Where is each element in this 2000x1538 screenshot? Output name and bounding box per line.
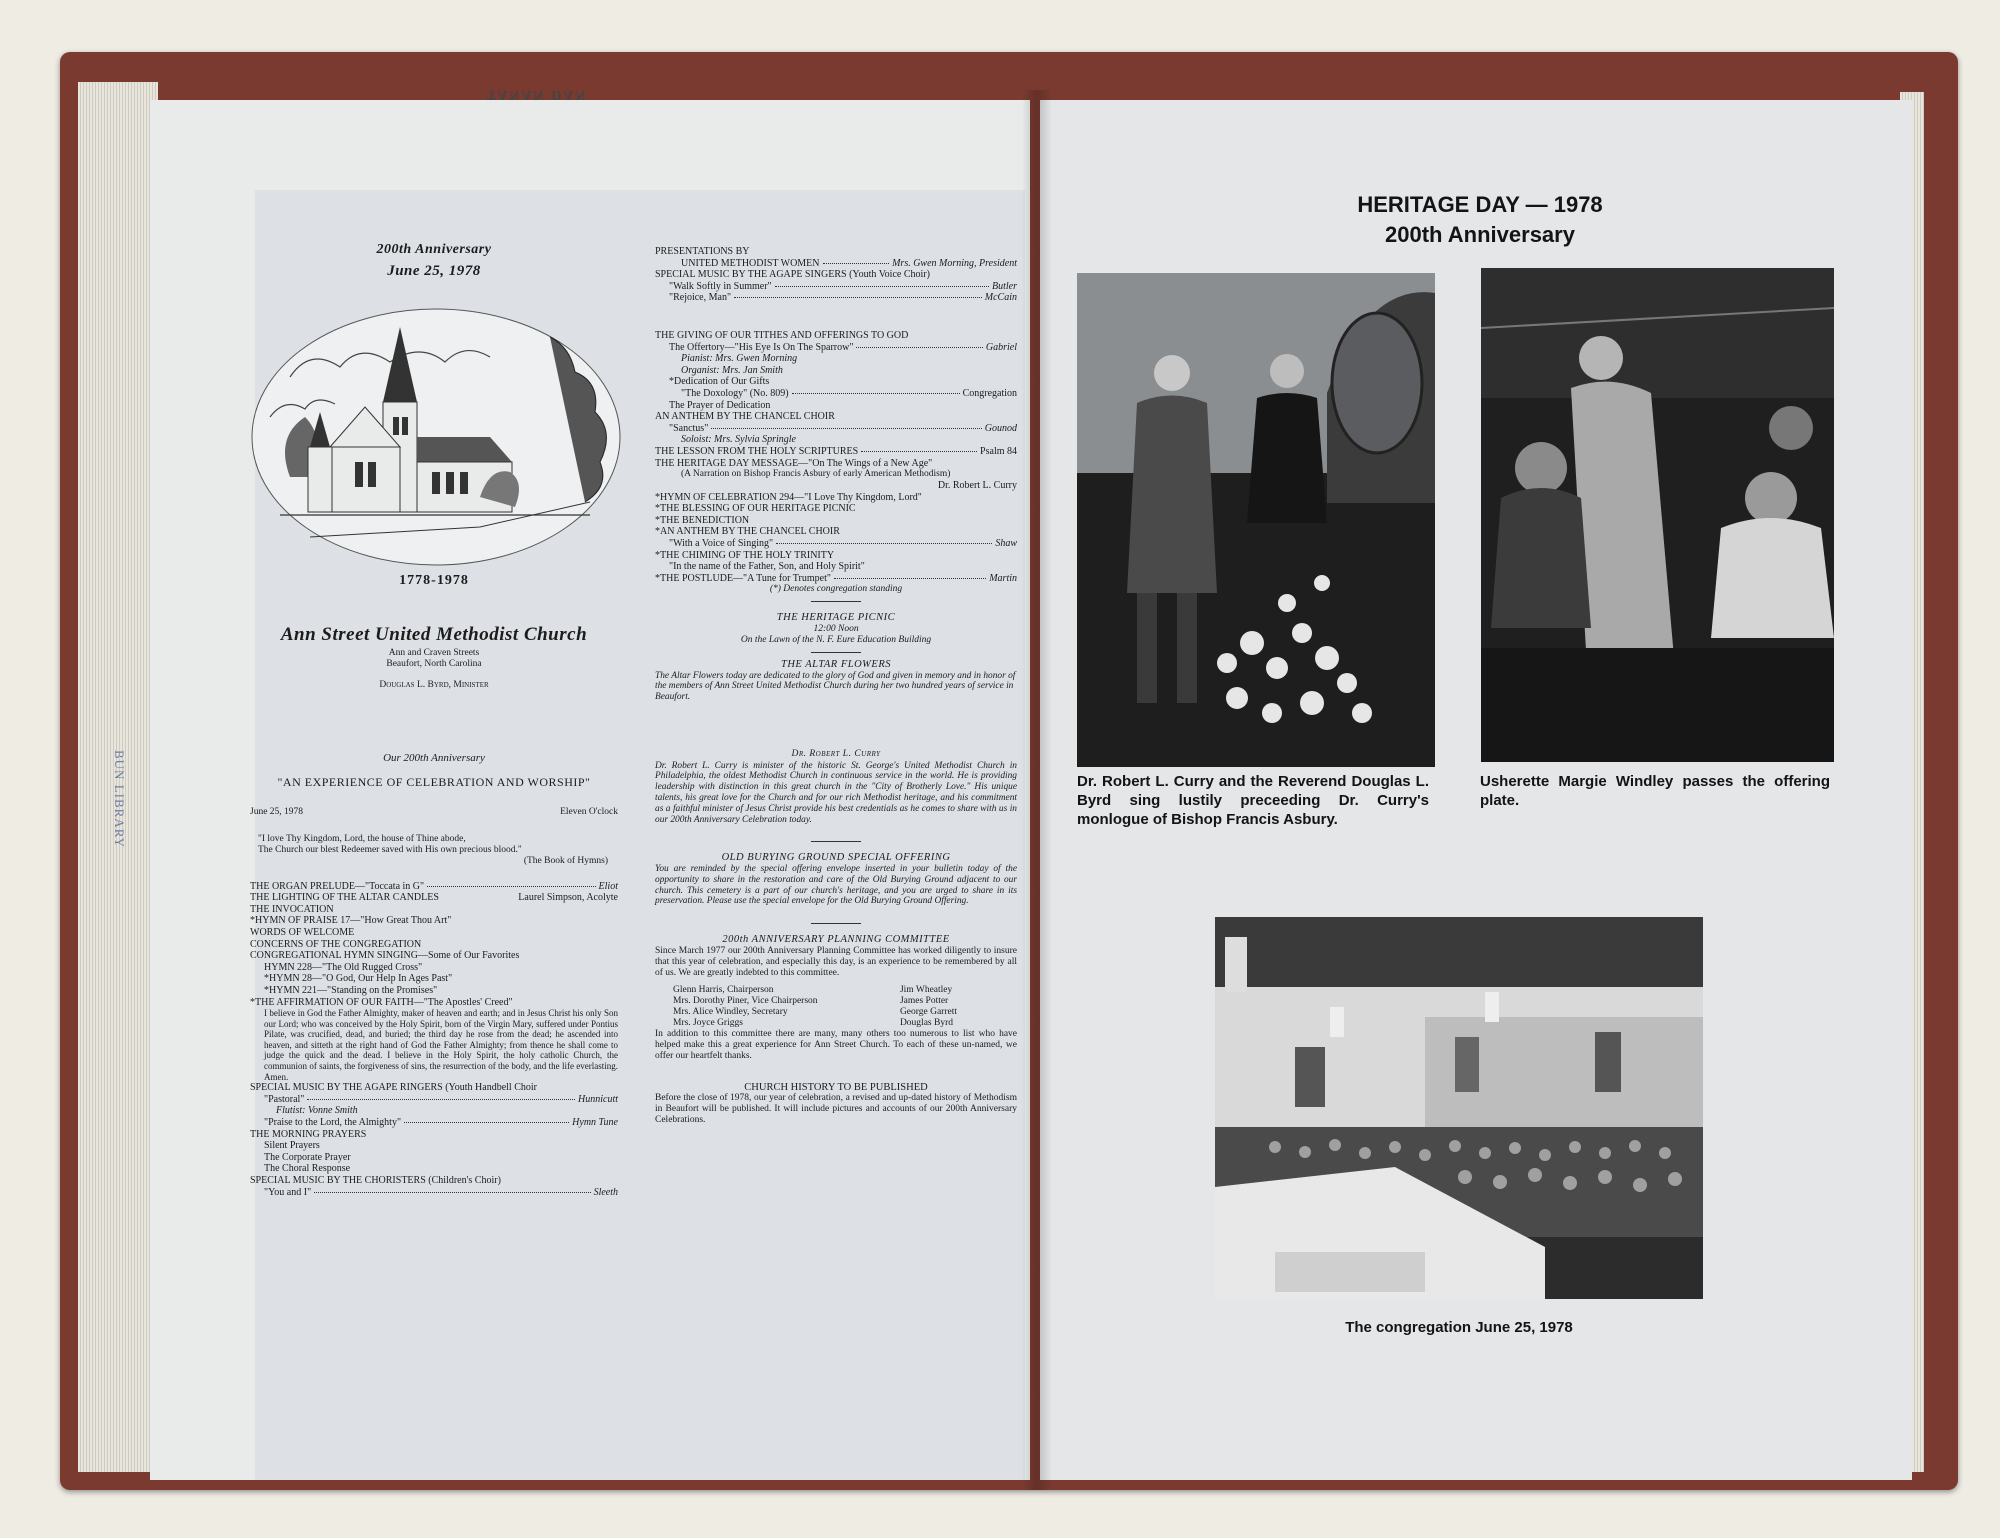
- organist: Organist: Mrs. Jan Smith: [681, 364, 783, 376]
- divider: [811, 923, 861, 924]
- member-name: Jim Wheatley: [899, 984, 953, 995]
- committee-thanks: In addition to this committee there are many, many others too numerous to list who have helped make this a great experience for Ann Street Church. To each of these un-named, we offer our heartfelt thanks.: [655, 1028, 1017, 1061]
- hymn-221: *HYMN 221—"Standing on the Promises": [264, 984, 438, 996]
- benediction: *THE BENEDICTION: [655, 514, 750, 526]
- apostles-creed: I believe in God the Father Almighty, maker of heaven and earth; and in Jesus Christ his only Son our Lord; who was conceived by the Holy Spirit, born of the Virgin Mary, suffered under Pontius Pilate, was crucified, dead, and buried; the third day he rose from the dead; he ascended into heaven, and sitteth at the right hand of God the Father Almighty; from thence he shall come to judge the quick and the dead. I believe in the Holy Spirit, the holy catholic Church, the communion of saints, the forgiveness of sins, the resurrection of the body, and the life everlasting. Amen.: [264, 1008, 618, 1082]
- hymn-294: *HYMN OF CELEBRATION 294—"I Love Thy Kingdom, Lord": [655, 491, 922, 503]
- sanctus: "Sanctus" Gounod: [669, 422, 1017, 434]
- rejoice-man: "Rejoice, Man" McCain: [669, 292, 1017, 304]
- altar-flowers-text: The Altar Flowers today are dedicated to the glory of God and given in memory and in honor of the members of Ann Street United Methodist Church during her two hundred years of service in Beaufort.: [655, 670, 1016, 703]
- invocation: THE INVOCATION: [250, 903, 334, 915]
- divider: [811, 652, 861, 653]
- photo-curry-byrd-image: [1077, 273, 1435, 767]
- heritage-day-title: [1200, 190, 1760, 250]
- praise-to-the-lord: "Praise to the Lord, the Almighty" Hymn Tune: [264, 1117, 618, 1129]
- committee-text: Since March 1977 our 200th Anniversary Planning Committee has worked diligently to insure that this year of celebration, and especially this day, is an experience to be remembered by all of us. We are greatly indebted to this committee.: [655, 945, 1017, 978]
- photo-congregation-image: [1215, 917, 1703, 1299]
- member-name: Mrs. Dorothy Piner, Vice Chairperson: [673, 995, 818, 1006]
- prayer-of-dedication: The Prayer of Dedication: [669, 399, 771, 411]
- member-name: George Garrett: [899, 1006, 957, 1017]
- anniversary-heading: 200th Anniversary: [376, 242, 492, 257]
- lighting-candles: THE LIGHTING OF THE ALTAR CANDLES Laurel Simpson, Acolyte: [250, 892, 618, 904]
- spine-label: TANAN DAN: [487, 87, 588, 102]
- in-the-name: "In the name of the Father, Son, and Holy Spirit": [669, 561, 865, 573]
- blessing-picnic: *THE BLESSING OF OUR HERITAGE PICNIC: [655, 503, 856, 515]
- members-right-list: [900, 985, 957, 1029]
- bulletin-column-1: [250, 240, 618, 1198]
- pastoral: "Pastoral" Hunnicutt: [264, 1093, 618, 1105]
- committee-heading: 200th ANNIVERSARY PLANNING COMMITTEE: [722, 934, 950, 946]
- members-left-list: [673, 985, 818, 1029]
- concerns: CONCERNS OF THE CONGREGATION: [250, 938, 422, 950]
- offertory: The Offertory—"His Eye Is On The Sparrow" Gabriel: [669, 341, 1017, 353]
- member-name: Glenn Harris, Chairperson: [673, 984, 774, 995]
- caption-curry-byrd: Dr. Robert L. Curry and the Reverend Douglas L. Byrd sing lustily preceeding Dr. Curry's monlogue of Bishop Francis Asbury.: [1077, 773, 1429, 828]
- postlude: *THE POSTLUDE—"A Tune for Trumpet" Martin: [655, 572, 1017, 584]
- quote-source: (The Book of Hymns): [523, 855, 608, 866]
- photo-congregation: [1215, 917, 1703, 1299]
- member-name: James Potter: [899, 995, 949, 1006]
- history-text: Before the close of 1978, our year of celebration, a revised and up-dated history of Methodism in Beaufort will be published. It will include pictures and accounts of our 200th Anniversary Celebrations.: [655, 1093, 1017, 1126]
- corporate-prayer: The Corporate Prayer: [264, 1151, 351, 1163]
- our-anniversary-heading: Our 200th Anniversary: [383, 752, 485, 765]
- anthem-chancel-choir-2: *AN ANTHEM BY THE CHANCEL CHOIR: [655, 526, 840, 538]
- years-range: 1778-1978: [399, 573, 469, 589]
- hymn-28: *HYMN 28—"O God, Our Help In Ages Past": [264, 973, 453, 985]
- title-line-1: HERITAGE DAY — 1978: [1357, 192, 1603, 217]
- altar-flowers-heading: THE ALTAR FLOWERS: [781, 659, 891, 671]
- silent-prayers: Silent Prayers: [264, 1140, 320, 1152]
- anniversary-date: June 25, 1978: [387, 262, 481, 279]
- giving: THE GIVING OF OUR TITHES AND OFFERINGS TO GOD: [655, 329, 909, 341]
- words-of-welcome: WORDS OF WELCOME: [250, 926, 355, 938]
- congregational-singing: CONGREGATIONAL HYMN SINGING—Some of Our Favorites: [250, 950, 520, 962]
- church-name: Ann Street United Methodist Church: [280, 623, 588, 645]
- service-date: June 25, 1978: [250, 806, 304, 817]
- minister-line: Douglas L. Byrd, Minister: [379, 680, 489, 691]
- church-illustration: [250, 297, 622, 567]
- address-line-1: Ann and Craven Streets: [388, 648, 480, 659]
- library-stamp: BUN LIBRARY: [112, 750, 127, 849]
- burying-ground-heading: OLD BURYING GROUND SPECIAL OFFERING: [721, 852, 951, 864]
- heritage-message: THE HERITAGE DAY MESSAGE—"On The Wings of a New Age": [655, 457, 933, 469]
- you-and-i: "You and I" Sleeth: [264, 1186, 618, 1198]
- dedication-of-gifts: *Dedication of Our Gifts: [669, 376, 770, 388]
- choral-response: The Choral Response: [264, 1163, 351, 1175]
- photo-usherette-image: [1481, 268, 1834, 762]
- pianist: Pianist: Mrs. Gwen Morning: [681, 353, 798, 365]
- address-line-2: Beaufort, North Carolina: [386, 659, 482, 670]
- hymn-of-praise: *HYMN OF PRAISE 17—"How Great Thou Art": [250, 915, 452, 927]
- hymn-228: HYMN 228—"The Old Rugged Cross": [264, 961, 423, 973]
- service-date-time: [250, 807, 618, 818]
- morning-prayers: THE MORNING PRAYERS: [250, 1128, 367, 1140]
- caption-congregation: The congregation June 25, 1978: [1345, 1319, 1573, 1336]
- divider: [811, 601, 861, 602]
- committee-members: [655, 985, 1017, 1029]
- bulletin-column-2: [655, 246, 1017, 1126]
- title-line-2: 200th Anniversary: [1385, 222, 1575, 247]
- curry-heading: Dr. Robert L. Curry: [791, 749, 881, 760]
- chiming-trinity: *THE CHIMING OF THE HOLY TRINITY: [655, 549, 835, 561]
- picnic-place: On the Lawn of the N. F. Eure Education Building: [740, 635, 932, 646]
- denotes-standing: (*) Denotes congregation standing: [769, 584, 903, 595]
- caption-usherette: Usherette Margie Windley passes the offering plate.: [1480, 773, 1830, 809]
- doxology: "The Doxology" (No. 809) Congregation: [681, 387, 1017, 399]
- service-time: Eleven O'clock: [560, 806, 618, 817]
- quote-line-1: "I love Thy Kingdom, Lord, the house of Thine abode,: [258, 833, 466, 844]
- flutist: Flutist: Vonne Smith: [276, 1105, 358, 1117]
- photo-curry-byrd: [1077, 273, 1435, 767]
- agape-ringers: SPECIAL MUSIC BY THE AGAPE RINGERS (Youth Handbell Choir: [250, 1082, 537, 1094]
- voice-of-singing: "With a Voice of Singing" Shaw: [669, 538, 1017, 550]
- presentations: PRESENTATIONS BY: [655, 246, 750, 257]
- curry-bio: Dr. Robert L. Curry is minister of the historic St. George's United Methodist Church in Philadelphia, the oldest Methodist Church in continuous service in the world. He is providing leadership with distinction in this great church in the "City of Brotherly Love." His unique talents, his great love for the Church and for our rich Methodist heritage, and his commitment as a faithful minister of Jesus Christ provide his best credentials as he comes to share with us in our 200th Anniversary Celebration today.: [655, 760, 1017, 825]
- member-name: Mrs. Joyce Griggs: [673, 1017, 743, 1028]
- scripture-lesson: THE LESSON FROM THE HOLY SCRIPTURES Psalm 84: [655, 445, 1017, 457]
- divider: [811, 841, 861, 842]
- photo-usherette: [1481, 268, 1834, 762]
- anthem-chancel-choir: AN ANTHEM BY THE CHANCEL CHOIR: [655, 411, 835, 423]
- member-name: Douglas Byrd: [899, 1017, 953, 1028]
- member-name: Mrs. Alice Windley, Secretary: [673, 1006, 788, 1017]
- umw: UNITED METHODIST WOMEN Mrs. Gwen Morning, President: [681, 257, 1017, 269]
- affirmation-of-faith: *THE AFFIRMATION OF OUR FAITH—"The Apostles' Creed": [250, 996, 513, 1008]
- order-of-worship: [250, 881, 618, 1199]
- history-heading: CHURCH HISTORY TO BE PUBLISHED: [744, 1081, 928, 1093]
- quote-line-2: The Church our blest Redeemer saved with His own precious blood.": [258, 844, 522, 855]
- burying-ground-text: You are reminded by the special offering envelope inserted in your bulletin today of the opportunity to share in the restoration and care of the Old Burying Ground adjacent to our church. This cemetery is a part of our church's heritage, and you are urged to share in its preservation. Please use the special envelope for the Old Burying Ground Offering.: [655, 863, 1017, 907]
- organ-prelude: THE ORGAN PRELUDE—"Toccata in G" Eliot: [250, 880, 618, 892]
- walk-softly: "Walk Softly in Summer" Butler: [669, 280, 1017, 292]
- narration: (A Narration on Bishop Francis Asbury of early American Methodism): [681, 469, 951, 480]
- book-gutter: [1022, 90, 1052, 1490]
- picnic-time: 12:00 Noon: [813, 624, 859, 635]
- agape-singers: SPECIAL MUSIC BY THE AGAPE SINGERS (Youth Voice Choir): [655, 269, 930, 281]
- service-theme: "AN EXPERIENCE OF CELEBRATION AND WORSHIP": [277, 774, 591, 789]
- choristers: SPECIAL MUSIC BY THE CHORISTERS (Children's Choir): [250, 1175, 501, 1186]
- soloist: Soloist: Mrs. Sylvia Springle: [681, 434, 796, 446]
- message-speaker: Dr. Robert L. Curry: [937, 480, 1017, 492]
- picnic-heading: THE HERITAGE PICNIC: [776, 612, 896, 624]
